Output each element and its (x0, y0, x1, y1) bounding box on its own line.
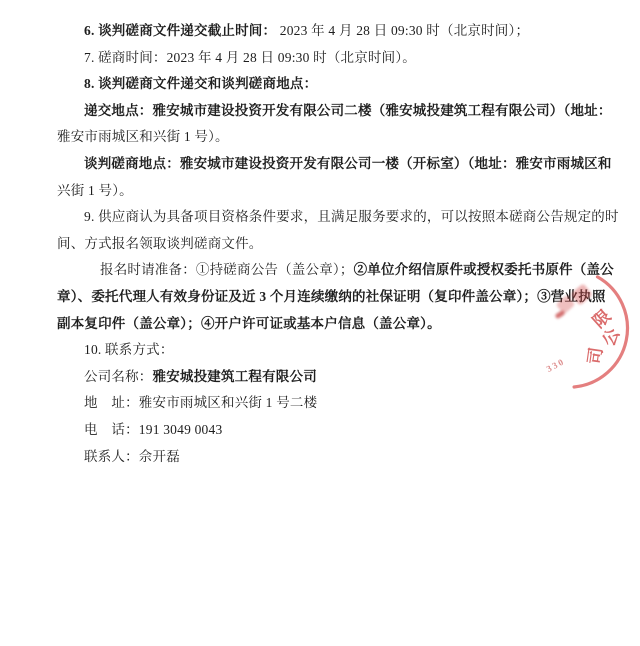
signup-materials-line-2 (57, 284, 640, 311)
deadline-value: 2023 年 4 月 28 日 09:30 时（北京时间）； (276, 23, 530, 38)
company-name-line (57, 364, 640, 391)
supplier-clause-text-2: 间、方式报名领取谈判磋商文件。 (57, 235, 263, 251)
deadline-label: 6. 谈判磋商文件递交截止时间： (84, 23, 277, 38)
signup-materials-text-3: 副本复印件（盖公章）；④开户许可证或基本户信息（盖公章）。 (57, 315, 441, 331)
supplier-clause-line-2 (57, 231, 640, 258)
contact-person-text: 联系人：佘开磊 (84, 448, 180, 464)
seal-char-icon: 司 (584, 346, 607, 366)
company-name-label: 公司名称： (84, 368, 153, 384)
submit-location-line-1 (57, 98, 640, 125)
signup-materials-text-1a: 报名时请准备：①持磋商公告（盖公章）； (100, 262, 354, 278)
consult-time-text: 7. 磋商时间：2023 年 4 月 28 日 09:30 时（北京时间）。 (84, 49, 416, 65)
signup-materials-text-1b: ②单位介绍信原件或授权委托书原件（盖公 (353, 262, 614, 278)
submit-location-text-2: 雅安市雨城区和兴街 1 号）。 (57, 129, 229, 145)
consult-location-text-1: 谈判磋商地点：雅安城市建设投资开发有限公司一楼（开标室）（地址：雅安市雨城区和 (84, 155, 612, 171)
location-heading-line (57, 71, 640, 98)
phone-text: 电 话：191 3049 0043 (84, 421, 223, 437)
consult-location-line-2 (57, 178, 640, 205)
supplier-clause-text-1: 9. 供应商认为具备项目资格条件要求，且满足服务要求的，可以按照本磋商公告规定的时 (84, 209, 619, 225)
signup-materials-line-1 (57, 257, 640, 284)
seal-char-icon: 限 (589, 306, 615, 332)
consult-time-line (57, 45, 640, 72)
contact-person-line (57, 444, 640, 471)
signup-materials-text-2: 章）、委托代理人有效身份证及近 3 个月连续缴纳的社保证明（复印件盖公章）；③营业执照 (57, 288, 606, 304)
company-name-value: 雅安城投建筑工程有限公司 (152, 368, 317, 384)
seal-serial-digits: 330 (544, 356, 567, 374)
address-text: 地 址：雅安市雨城区和兴街 1 号二楼 (84, 395, 318, 411)
submit-location-line-2 (57, 124, 640, 151)
contact-heading-line (57, 337, 640, 364)
signup-materials-line-3 (57, 311, 640, 338)
consult-location-line-1 (57, 151, 640, 178)
phone-line (57, 417, 640, 444)
supplier-clause-line-1 (57, 204, 640, 231)
location-heading-text: 8. 谈判磋商文件递交和谈判磋商地点： (84, 76, 318, 92)
submit-location-text-1: 递交地点：雅安城市建设投资开发有限公司二楼（雅安城投建筑工程有限公司）（地址： (84, 102, 612, 118)
document-body (57, 18, 640, 470)
address-line (57, 390, 640, 417)
deadline-line (57, 18, 640, 45)
seal-char-icon: 公 (599, 325, 624, 350)
consult-location-text-2: 兴街 1 号）。 (57, 182, 133, 198)
contact-heading-text: 10. 联系方式： (84, 342, 174, 358)
